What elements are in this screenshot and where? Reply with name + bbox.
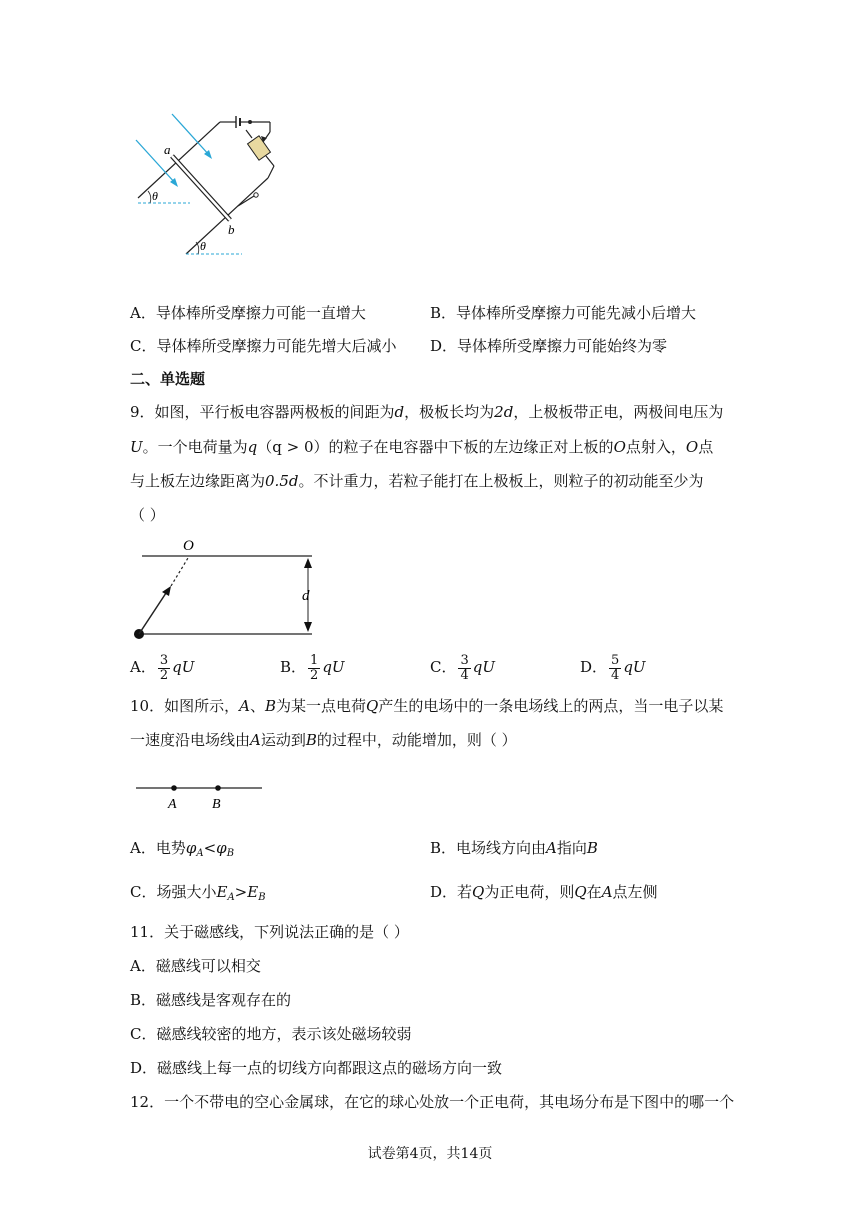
q8-option-d: D．导体棒所受摩擦力可能始终为零 — [430, 337, 668, 355]
incline-rail-figure — [120, 108, 310, 260]
q11-option-b: B．磁感线是客观存在的 — [130, 991, 292, 1009]
label-theta-top: θ — [152, 189, 158, 203]
q9-option-a: A． $\frac{3}{2}$ qU — [130, 652, 195, 683]
q11-option-d: D．磁感线上每一点的切线方向都跟这点的磁场方向一致 — [130, 1059, 503, 1077]
figure-label-o: O — [183, 538, 194, 554]
section-title: 二、单选题 — [130, 370, 206, 388]
figure-label-d: d — [302, 588, 310, 604]
q10-stem-line-2: 一速度沿电场线由A运动到B的过程中，动能增加，则（ ） — [130, 731, 517, 749]
label-b: b — [228, 222, 235, 237]
figure-label-b: B — [212, 797, 221, 812]
q8-option-b: B．导体棒所受摩擦力可能先减小后增大 — [430, 304, 697, 322]
field-line-figure — [134, 778, 266, 812]
q9-option-d: D． $\frac{5}{4}$ qU — [580, 652, 646, 683]
q9-stem-line-3: 与上板左边缘距离为0.5d。不计重力，若粒子能打在上极板上，则粒子的初动能至少为 — [130, 472, 704, 490]
q9-stem-line-2: U。一个电荷量为q（q > 0）的粒子在电容器中下板的左边缘正对上板的O点射入，O点 — [130, 438, 714, 456]
capacitor-figure — [128, 536, 328, 644]
q12-stem: 12．一个不带电的空心金属球，在它的球心处放一个正电荷，其电场分布是下图中的哪一个 — [130, 1093, 735, 1111]
q10-option-b: B．电场线方向由A指向B — [430, 839, 598, 857]
q9-option-c: C． $\frac{3}{4}$ qU — [430, 652, 496, 683]
q11-option-c: C．磁感线较密的地方，表示该处磁场较弱 — [130, 1025, 412, 1043]
q8-option-c: C．导体棒所受摩擦力可能先增大后减小 — [130, 337, 397, 355]
q11-option-a: A．磁感线可以相交 — [130, 957, 261, 975]
q8-option-a: A．导体棒所受摩擦力可能一直增大 — [130, 304, 366, 322]
q11-stem: 11．关于磁感线，下列说法正确的是（ ） — [130, 923, 409, 941]
q9-option-b: B． $\frac{1}{2}$ qU — [280, 652, 345, 683]
q10-stem-line-1: 10．如图所示，A、B为某一点电荷Q产生的电场中的一条电场线上的两点，当一电子以某 — [130, 697, 724, 715]
label-a: a — [164, 142, 171, 157]
q10-option-d: D．若Q为正电荷，则Q在A点左侧 — [430, 883, 658, 901]
q9-stem-line-4: （ ） — [130, 506, 165, 524]
page-footer: 试卷第4页，共14页 — [367, 1146, 493, 1162]
figure-label-a: A — [168, 797, 177, 812]
q10-option-a: A．电势$\varphi_A<\varphi_B$ — [130, 839, 235, 859]
q9-stem-line-1: 9．如图，平行板电容器两极板的间距为d，极板长均为2d，上极板带正电，两极间电压为 — [130, 403, 724, 421]
q10-option-c: C．场强大小$E_A>E_B$ — [130, 883, 266, 903]
label-theta-bottom: θ — [200, 239, 206, 253]
